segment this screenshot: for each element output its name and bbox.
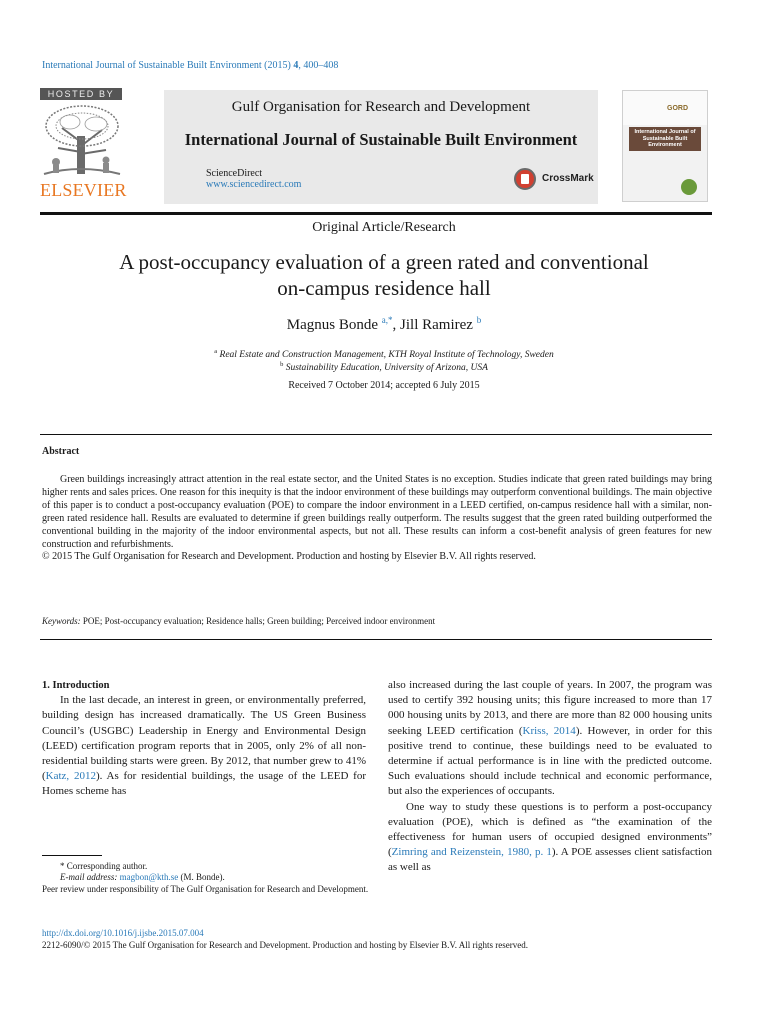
citation-link-zimring-1980[interactable]: Zimring and Reizenstein, 1980, p. 1 (391, 846, 552, 859)
author-bonde[interactable]: Magnus Bonde (286, 317, 379, 333)
journal-cover-image[interactable] (622, 90, 708, 202)
citation-journal: International Journal of Sustainable Built Environment (2015) (42, 60, 291, 71)
author-ramirez[interactable]: Jill Ramirez (400, 317, 473, 333)
intro-paragraph-1-continued (388, 678, 712, 800)
author-bonde-affiliation-link[interactable]: a,* (381, 315, 393, 325)
footnote-divider (42, 855, 102, 856)
journal-banner (164, 90, 598, 204)
author-ramirez-affiliation-link[interactable]: b (476, 315, 482, 325)
author-list (0, 317, 768, 334)
email-link[interactable]: magbon@kth.se (119, 872, 179, 883)
intro-p1-text-a: In the last decade, an interest in green, or environmentally preferred, building design has increased dramatically. The US Green Business Council’s (USGBC) Leadership in Energy and Environmental Design (LEED) certification program reports that in 2005, only 2% of all non-residential building starts were green. By 2012, that number grew to 41% ( (42, 694, 366, 783)
hosted-by-banner: HOSTED BY (40, 88, 122, 100)
keywords (42, 616, 435, 626)
right-column (388, 678, 712, 876)
elsevier-tree-logo-icon (40, 102, 124, 180)
journal-title: International Journal of Sustainable Built Environment (184, 130, 578, 149)
cover-title-band: International Journal of Sustainable Built Environment (629, 127, 701, 151)
affiliation-b (0, 361, 768, 373)
abstract-body (42, 474, 712, 564)
left-column (42, 678, 366, 800)
article-type: Original Article/Research (312, 220, 456, 235)
section-heading-introduction: 1. Introduction (42, 680, 110, 691)
keywords-bottom-divider (40, 639, 712, 640)
affiliation-a-text: Real Estate and Construction Management, KTH Royal Institute of Technology, Sweden (217, 350, 554, 361)
received-dates: Received 7 October 2014; accepted 6 July 2015 (288, 380, 480, 391)
citation-volume: 4 (293, 60, 299, 71)
article-title-line-2: on-campus residence hall (277, 276, 491, 300)
abstract-top-divider (40, 434, 712, 435)
keywords-text: POE; Post-occupancy evaluation; Residence halls; Green building; Perceived indoor environment (80, 616, 436, 626)
elsevier-wordmark: ELSEVIER (40, 180, 127, 200)
journal-citation[interactable] (42, 60, 338, 71)
sciencedirect-label: ScienceDirect (206, 168, 263, 179)
issn-copyright: 2212-6090/© 2015 The Gulf Organisation for Research and Development. Production and hosting by Elsevier B.V. All rights reserved. (42, 940, 529, 950)
intro-r1-text-b: ). However, in order for this positive trend to continue, these buildings need to be evaluated to determine if actual performance is in line with the predicted outcome. Such evaluations should include technical and economic performance, but also the experiences of occupants. (388, 724, 712, 798)
crossmark-button[interactable] (514, 168, 604, 194)
abstract-heading: Abstract (42, 446, 80, 457)
cover-badge-icon (681, 179, 697, 195)
crossmark-label: CrossMark (542, 173, 594, 184)
affiliation-b-text: Sustainability Education, University of Arizona, USA (283, 363, 488, 374)
journal-header (40, 88, 712, 212)
cover-logo: GORD (667, 105, 688, 112)
header-divider (40, 212, 712, 215)
article-title-line-1: A post-occupancy evaluation of a green rated and conventional (119, 250, 649, 274)
abstract-text: Green buildings increasingly attract attention in the real estate sector, and the United States is no exception. Studies indicate that green rated buildings may bring higher rents and sales prices. One reason for this inequity is that the indoor environment of these buildings may outperform conventional buildings. The main objective of this paper is to conduct a post-occupancy evaluation (POE) to compare the indoor environment in a LEED certified, on-campus residence hall with a similar, non-green rated residence hall. Results are evaluated to determine if green buildings really outperform. The results suggest that the green rated building outperformed the conventional building in the majority of the indoor environmental aspects, but not all. These results can inform a cost-benefit analysis of green features for new construction and refurbishments. (42, 474, 712, 550)
author-separator: , (392, 317, 401, 333)
citation-link-katz-2012[interactable]: Katz, 2012 (45, 770, 96, 783)
doi-link[interactable]: http://dx.doi.org/10.1016/j.ijsbe.2015.07.004 (42, 928, 204, 938)
organisation-title: Gulf Organisation for Research and Development (231, 99, 531, 115)
intro-r1-text-a: also increased during the last couple of years. In 2007, the program was used to certify 392 housing units; this figure increased to more than 17 000 housing units by 2013, and there are more than 82 000 housing units seeking LEED certification ( (388, 679, 712, 737)
peer-review-note: Peer review under responsibility of The Gulf Organisation for Research and Development. (42, 883, 369, 894)
intro-paragraph-1 (42, 693, 366, 799)
citation-link-kriss-2014[interactable]: Kriss, 2014 (522, 724, 576, 737)
cover-top (623, 91, 707, 125)
affiliation-a-marker: a (214, 348, 218, 355)
footnotes (42, 861, 372, 895)
sciencedirect-link[interactable]: www.sciencedirect.com (206, 179, 302, 190)
email-after: (M. Bonde). (178, 872, 225, 883)
corresponding-author-note: * Corresponding author. (60, 861, 148, 871)
citation-pages: , 400–408 (298, 60, 339, 71)
intro-paragraph-2 (388, 800, 712, 876)
intro-r2-text-a: One way to study these questions is to perform a post-occupancy evaluation (POE), which is defined as “the examination of the effectiveness for human users of occupied designed environments” ( (388, 800, 712, 859)
keywords-label: Keywords: (42, 616, 81, 626)
intro-r2-text-b: ). A POE assesses client satisfaction as well as (388, 846, 712, 874)
abstract-copyright: © 2015 The Gulf Organisation for Research and Development. Production and hosting by Elsevier B.V. All rights reserved. (42, 551, 536, 563)
email-label: E-mail address: (60, 872, 120, 883)
affiliation-a (0, 348, 768, 360)
crossmark-icon (514, 168, 536, 190)
crossmark-icon-mark (521, 174, 529, 184)
intro-p1-text-b: ). As for residential buildings, the usage of the LEED for Homes scheme has (42, 770, 366, 798)
email-note (42, 872, 372, 883)
affiliation-b-marker: b (280, 361, 284, 368)
